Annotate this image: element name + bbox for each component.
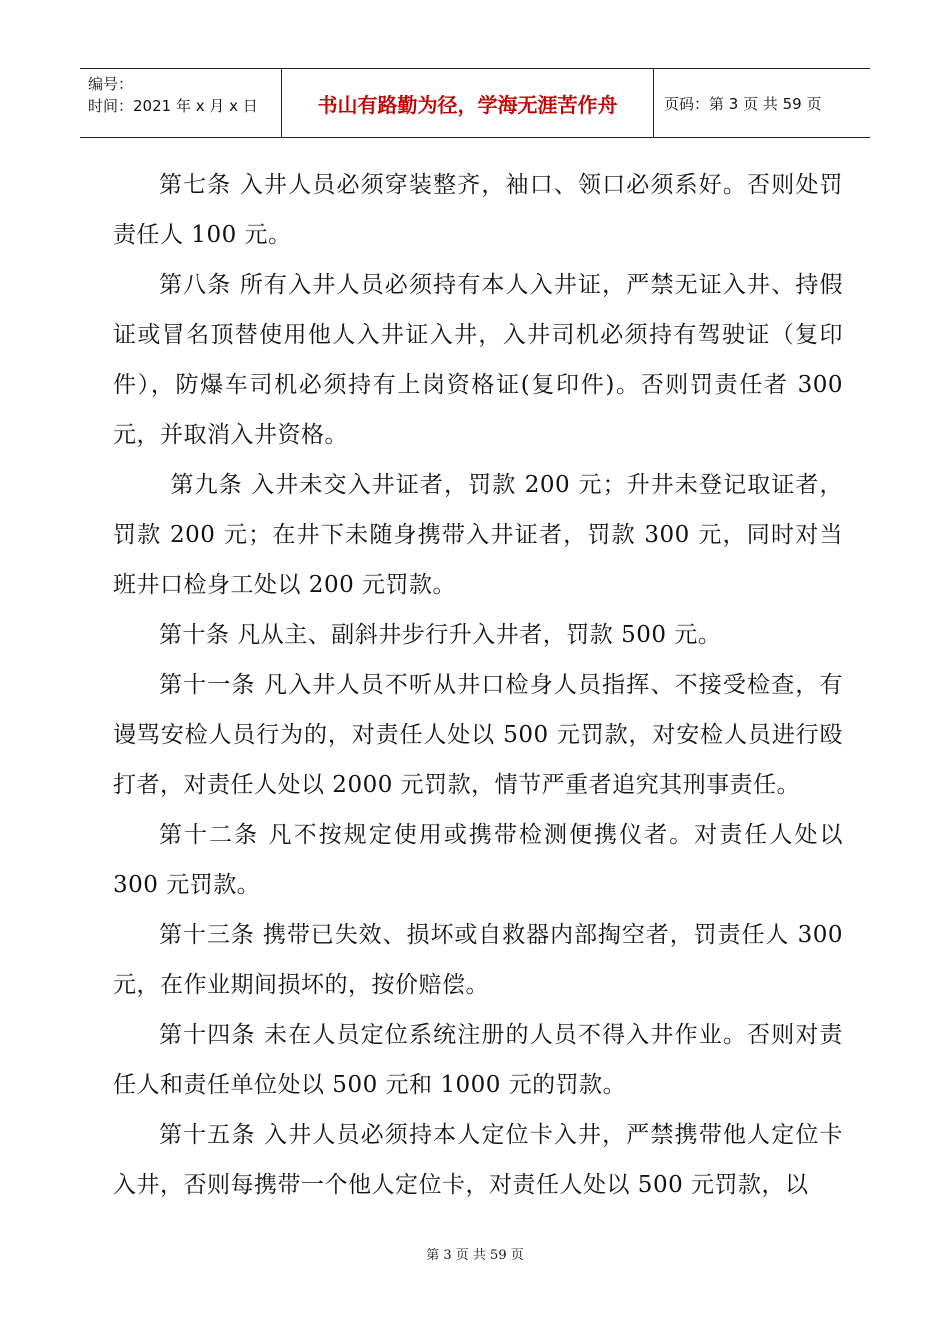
page-footer: 第 3 页 共 59 页 [426, 1248, 524, 1263]
article-14: 第十四条 未在人员定位系统注册的人员不得入井作业。否则对责任人和责任单位处以 500 元和 1000 元的罚款。 [113, 1022, 843, 1098]
header-table [80, 68, 870, 138]
article-7: 第七条 入井人员必须穿装整齐，袖口、领口必须系好。否则处罚责任人 100 元。 [113, 172, 843, 248]
document-time-label: 时间：2021 年 x 月 x 日 [88, 97, 258, 115]
header-motto: 书山有路勤为径，学海无涯苦作舟 [282, 69, 654, 137]
header-page-info: 页码：第 3 页 共 59 页 [664, 94, 822, 113]
document-number-label: 编号： [88, 75, 134, 93]
header-meta-cell [80, 69, 282, 137]
article-13: 第十三条 携带已失效、损坏或自救器内部掏空者，罚责任人 300 元，在作业期间损坏的，按价赔偿。 [113, 922, 843, 998]
article-8: 第八条 所有入井人员必须持有本人入井证，严禁无证入井、持假证或冒名顶替使用他人入井证入井，入井司机必须持有驾驶证（复印件），防爆车司机必须持有上岗资格证(复印件)。否则罚责任者 300 元，并取消入井资格。 [113, 272, 843, 448]
article-15: 第十五条 入井人员必须持本人定位卡入井，严禁携带他人定位卡入井，否则每携带一个他人定位卡，对责任人处以 500 元罚款，以 [113, 1122, 843, 1198]
article-10: 第十条 凡从主、副斜井步行升入井者，罚款 500 元。 [159, 622, 722, 648]
document-body [113, 160, 843, 1210]
article-9: 第九条 入井未交入井证者，罚款 200 元；升井未登记取证者，罚款 200 元；在井下未随身携带入井证者，罚款 300 元，同时对当班井口检身工处以 200 元罚款。 [113, 472, 843, 598]
article-12: 第十二条 凡不按规定使用或携带检测便携仪者。对责任人处以 300 元罚款。 [113, 822, 843, 898]
article-11: 第十一条 凡入井人员不听从井口检身人员指挥、不接受检查，有谩骂安检人员行为的，对责任人处以 500 元罚款，对安检人员进行殴打者，对责任人处以 2000 元罚款，情节严重者追究其刑事责任。 [113, 672, 843, 798]
